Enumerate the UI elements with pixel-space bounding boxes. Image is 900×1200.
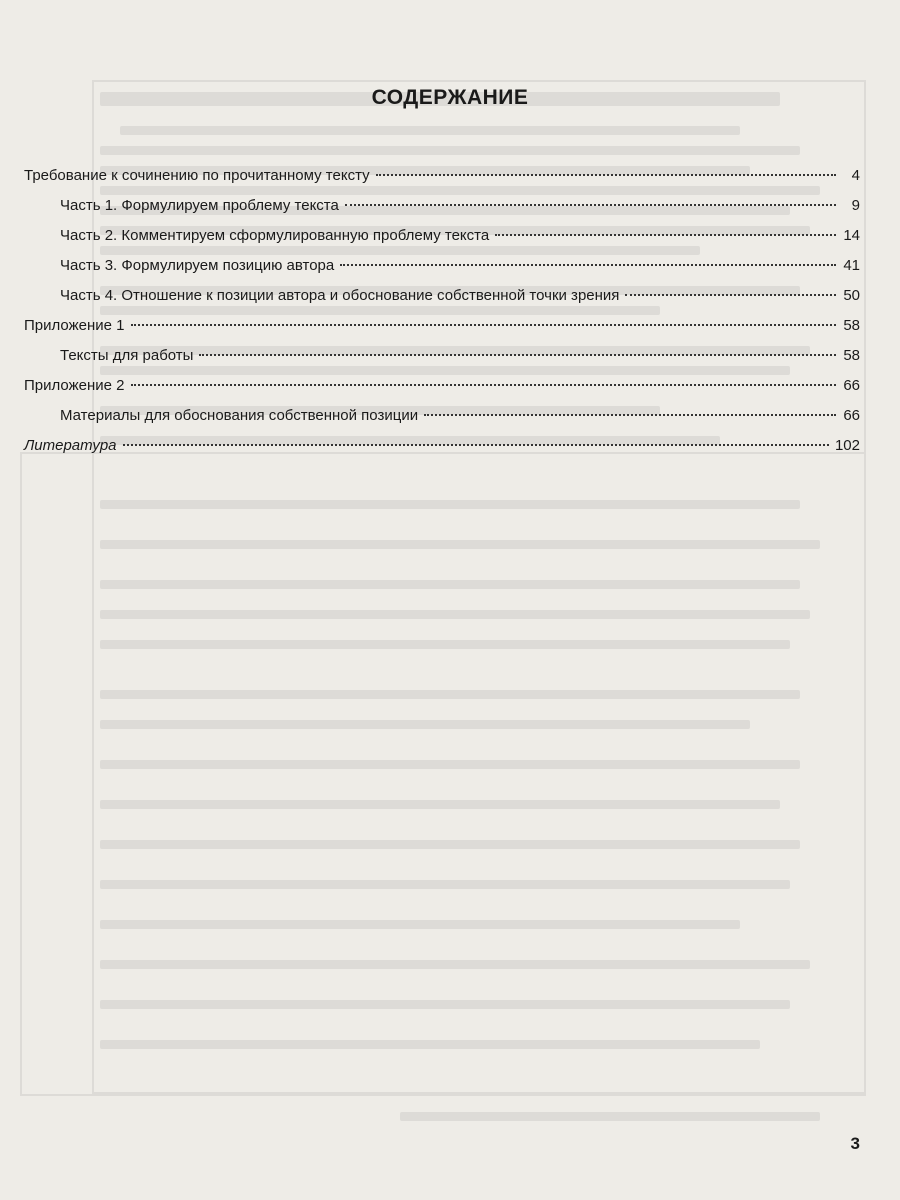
toc-entry-title: Требование к сочинению по прочитанному тексту (24, 167, 370, 184)
toc-entry-page: 9 (851, 197, 860, 214)
toc-entry-page: 102 (834, 437, 860, 454)
toc-entry-title: Приложение 1 (24, 317, 125, 334)
toc-entry-page: 4 (851, 167, 860, 184)
toc-entry-title: Приложение 2 (24, 377, 125, 394)
toc-entry-title: Часть 2. Комментируем сформулированную проблему текста (60, 227, 490, 244)
toc-leader-dots (131, 372, 837, 386)
toc-entry-page: 66 (843, 377, 860, 394)
toc-entry-title: Часть 3. Формулируем позицию автора (60, 257, 335, 274)
toc-entry-title: Литература (24, 437, 117, 454)
toc-entry-title: Тексты для работы (60, 347, 194, 364)
toc-entry-page: 41 (843, 257, 860, 274)
toc-entry-page: 66 (843, 407, 860, 424)
page-title: СОДЕРЖАНИЕ (371, 86, 529, 109)
page-number: 3 (850, 1134, 860, 1153)
toc-entry-page: 50 (843, 287, 860, 304)
toc-entry-title: Материалы для обоснования собственной позиции (60, 407, 419, 424)
toc-leader-dots (340, 252, 836, 266)
toc-entry-page: 14 (843, 227, 860, 244)
toc-entry-title: Часть 4. Отношение к позиции автора и обоснование собственной точки зрения (60, 287, 620, 304)
toc-entry (24, 436, 860, 466)
toc-leader-dots (345, 192, 836, 206)
toc-entry-page: 58 (843, 317, 860, 334)
toc-leader-dots (424, 402, 836, 416)
toc-leader-dots (131, 312, 837, 326)
toc-entry-page: 58 (843, 347, 860, 364)
toc-leader-dots (495, 222, 836, 236)
toc-entry-title: Часть 1. Формулируем проблему текста (60, 197, 339, 214)
toc-leader-dots (625, 282, 836, 296)
toc-leader-dots (376, 162, 836, 176)
toc-leader-dots (199, 342, 836, 356)
toc-leader-dots (123, 432, 829, 446)
table-of-contents (24, 166, 860, 466)
